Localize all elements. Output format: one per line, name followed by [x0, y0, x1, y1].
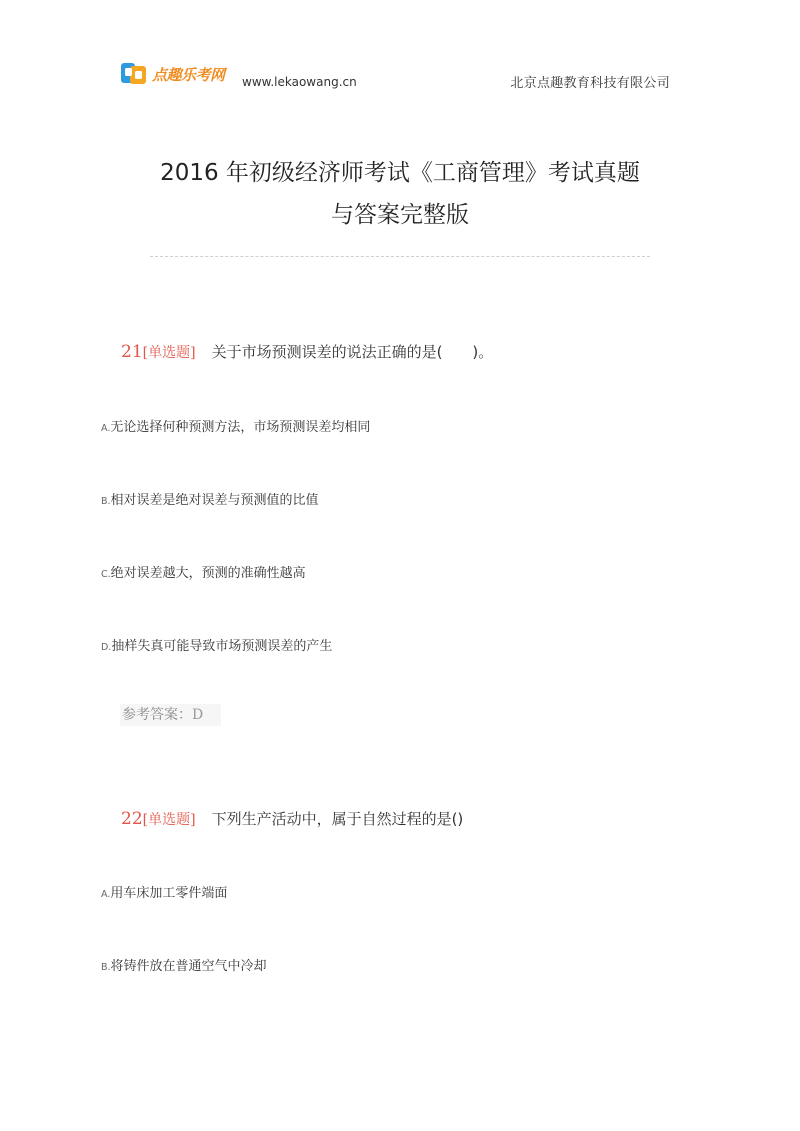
answer-value: D [192, 707, 204, 723]
logo-text: 点趣乐考网 [152, 65, 225, 84]
option-text: 无论选择何种预测方法，市场预测误差均相同 [110, 420, 371, 435]
question-number: 21 [121, 342, 143, 362]
question-21-option-c [101, 562, 306, 581]
title-divider [150, 256, 650, 257]
logo-mark-icon [120, 60, 150, 88]
question-22-header [121, 808, 463, 829]
site-url-link[interactable]: www.lekaowang.cn [242, 75, 357, 89]
question-21-option-a [101, 416, 370, 435]
option-text: 绝对误差越大，预测的准确性越高 [110, 566, 306, 581]
question-21-option-b [101, 489, 319, 508]
question-text: 关于市场预测误差的说法正确的是( )。 [211, 343, 494, 361]
question-type: [单选题] [142, 812, 196, 828]
document-title [100, 152, 700, 236]
option-text: 相对误差是绝对误差与预测值的比值 [110, 493, 319, 508]
option-text: 用车床加工零件端面 [110, 886, 228, 901]
question-21-answer [120, 704, 221, 726]
question-22-option-b [101, 955, 267, 974]
option-letter: A. [101, 889, 111, 900]
question-22-option-a [101, 882, 227, 901]
question-21-header [121, 341, 493, 362]
question-text: 下列生产活动中，属于自然过程的是() [211, 810, 464, 828]
option-text: 将铸件放在普通空气中冷却 [110, 959, 267, 974]
title-line-1: 2016 年初级经济师考试《工商管理》考试真题 [160, 160, 640, 186]
option-letter: C. [101, 569, 111, 580]
option-letter: B. [101, 496, 111, 507]
question-number: 22 [121, 809, 143, 829]
answer-label: 参考答案： [122, 707, 192, 723]
company-name: 北京点趣教育科技有限公司 [510, 76, 670, 91]
question-type: [单选题] [142, 345, 196, 361]
option-letter: D. [101, 642, 112, 653]
page-header [120, 56, 680, 92]
option-text: 抽样失真可能导致市场预测误差的产生 [111, 639, 333, 654]
option-letter: A. [101, 423, 111, 434]
site-logo[interactable] [120, 60, 225, 88]
question-21-option-d [101, 635, 332, 654]
title-line-2: 与答案完整版 [331, 202, 469, 228]
option-letter: B. [101, 962, 111, 973]
